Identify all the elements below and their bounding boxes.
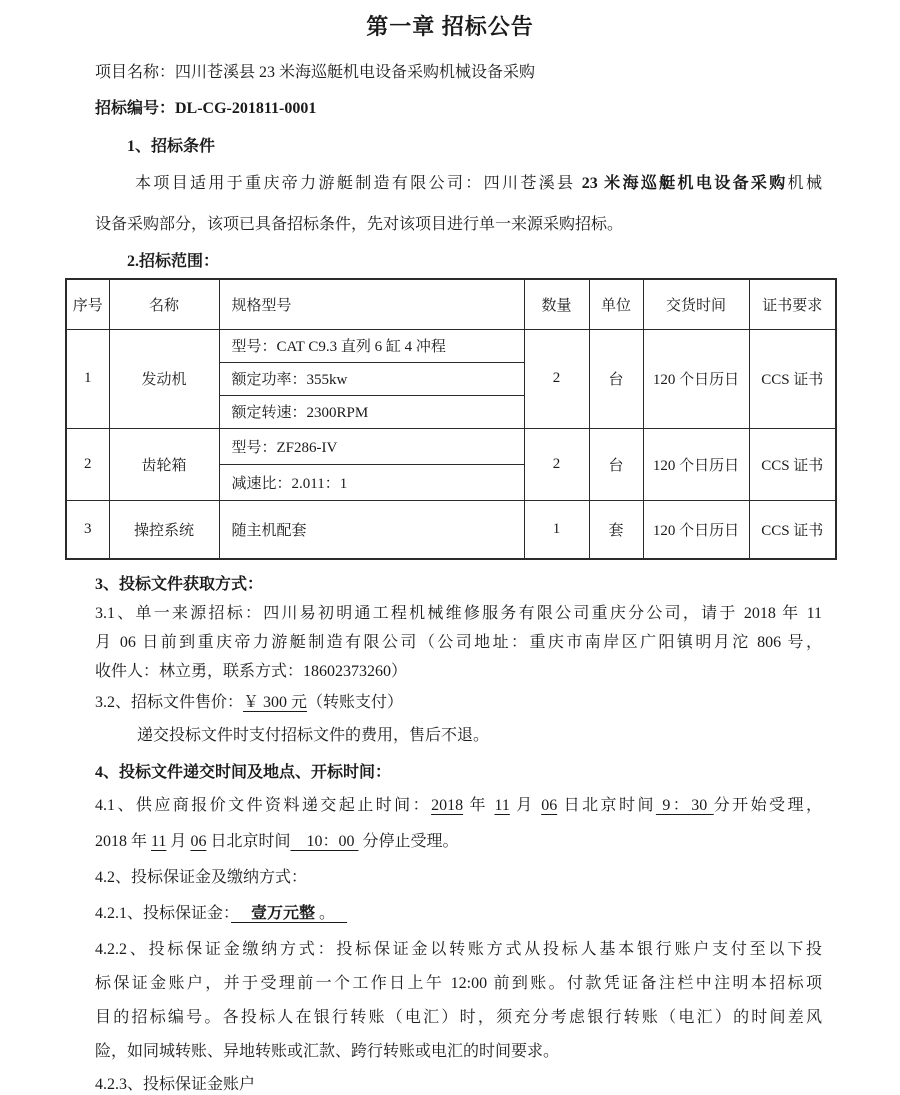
cell-row3-name: 操控系统 <box>109 500 219 559</box>
cell-row1-spec-power: 额定功率：355kw <box>219 362 524 395</box>
cell-row2-spec-model: 型号：ZF286-IV <box>219 428 524 464</box>
header-serial-no: 序号 <box>66 279 109 329</box>
text-segment: 11 <box>151 833 167 850</box>
cell-row1-cert: CCS 证书 <box>749 329 836 428</box>
text-segment: 分开始受理， <box>713 797 822 814</box>
cell-row1-spec-model: 型号：CAT C9.3 直列 6 缸 4 冲程 <box>219 329 524 362</box>
cell-row3-no: 3 <box>66 500 109 559</box>
text-segment: 23 米海巡艇机电设备采购 <box>581 175 788 192</box>
section-4-heading: 4、投标文件递交时间及地点、开标时间： <box>95 764 392 781</box>
header-unit: 单位 <box>589 279 643 329</box>
cell-row2-cert: CCS 证书 <box>749 428 836 500</box>
section-3-2-note: 递交投标文件时支付招标文件的费用，售后不退。 <box>137 727 490 744</box>
cell-row2-no: 2 <box>66 428 109 500</box>
cell-row3-unit: 套 <box>589 500 643 559</box>
cell-row3-cert: CCS 证书 <box>749 500 836 559</box>
text-segment: ￥ 300 元 <box>243 694 308 711</box>
table-row-gearbox <box>66 428 836 464</box>
cell-row2-spec-ratio: 减速比：2.011：1 <box>219 464 524 500</box>
text-segment: 分停止受理。 <box>358 833 459 850</box>
section-2-heading: 2.招标范围： <box>127 253 220 270</box>
cell-row2-delivery: 120 个日历日 <box>643 428 749 500</box>
section-4-2-3-line: 4.2.3、投标保证金账户 <box>95 1076 256 1093</box>
section-3-2-line <box>95 692 822 713</box>
text-segment: 06 <box>541 797 558 814</box>
text-segment: 月 <box>166 833 191 850</box>
text-segment: 年 <box>463 797 495 814</box>
text-segment: 本项目适用于重庆帝力游艇制造有限公司：四川苍溪县 <box>135 175 582 192</box>
text-segment <box>327 905 347 922</box>
table-row-engine <box>66 329 836 362</box>
text-segment: 11 <box>494 797 510 814</box>
cell-row1-no: 1 <box>66 329 109 428</box>
text-segment: 月 <box>509 797 542 814</box>
text-segment: 壹万元整 <box>251 905 316 922</box>
cell-row3-qty: 1 <box>524 500 589 559</box>
section-4-2-1-line <box>95 903 822 924</box>
text-segment: 日北京时间 <box>557 797 656 814</box>
text-segment: 设备采购部分，该项已具备招标条件，先对该项目进行单一来源采购招标。 <box>95 216 624 233</box>
text-segment: 日北京时间 <box>206 833 291 850</box>
section-4-2-2-line-2: 标保证金账户，并于受理前一个工作日上午 12:00 前到账。付款凭证备注栏中注明本招标项 <box>95 975 822 992</box>
section-4-1-line-2 <box>95 831 822 852</box>
cell-row2-name: 齿轮箱 <box>109 428 219 500</box>
tender-scope-table <box>65 278 837 560</box>
section-1-paragraph-line-1 <box>95 173 822 194</box>
text-segment: 4.1、供应商报价文件资料递交起止时间： <box>95 797 432 814</box>
document-body <box>72 62 824 1095</box>
cell-row2-unit: 台 <box>589 428 643 500</box>
section-4-2-2-line-4: 险，如同城转账、异地转账或汇款、跨行转账或电汇的时间要求。 <box>95 1043 560 1060</box>
section-1-paragraph-line-2 <box>95 214 822 235</box>
section-3-1-line-2: 月 06 日前到重庆帝力游艇制造有限公司（公司地址：重庆市南岸区广阳镇明月沱 806 号， <box>95 634 822 651</box>
text-segment: 10：00 <box>290 833 359 850</box>
header-certificate: 证书要求 <box>749 279 836 329</box>
section-4-2-2-line-1: 4.2.2、投标保证金缴纳方式：投标保证金以转账方式从投标人基本银行账户支付至以下投 <box>95 941 822 958</box>
header-delivery-time: 交货时间 <box>643 279 749 329</box>
section-3-1-line-1: 3.1、单一来源招标：四川易初明通工程机械维修服务有限公司重庆分公司，请于 2018 年 11 <box>95 605 822 622</box>
header-spec-model: 规格型号 <box>219 279 524 329</box>
cell-row3-spec: 随主机配套 <box>219 500 524 559</box>
text-segment: 9：30 <box>655 797 714 814</box>
text-segment: （转账支付） <box>307 694 404 711</box>
cell-row1-spec-rpm: 额定转速：2300RPM <box>219 395 524 428</box>
text-segment: 2018 年 <box>95 833 152 850</box>
page-title: 第一章 招标公告 <box>366 14 534 39</box>
cell-row3-delivery: 120 个日历日 <box>643 500 749 559</box>
header-name: 名称 <box>109 279 219 329</box>
project-name-line: 项目名称：四川苍溪县 23 米海巡艇机电设备采购机械设备采购 <box>95 64 536 81</box>
table-header-row <box>66 279 836 329</box>
text-segment: 2018 <box>431 797 464 814</box>
text-segment: 。 <box>315 905 328 922</box>
cell-row1-delivery: 120 个日历日 <box>643 329 749 428</box>
text-segment: 06 <box>190 833 207 850</box>
section-4-1-line-1 <box>95 795 822 816</box>
cell-row1-unit: 台 <box>589 329 643 428</box>
header-quantity: 数量 <box>524 279 589 329</box>
cell-row1-qty: 2 <box>524 329 589 428</box>
section-4-2-heading: 4.2、投标保证金及缴纳方式： <box>95 869 308 886</box>
text-segment <box>231 905 251 922</box>
tender-number-line: 招标编号：DL-CG-201811-0001 <box>95 100 317 117</box>
text-segment: 3.2、招标文件售价： <box>95 694 244 711</box>
table-row-control-system <box>66 500 836 559</box>
text-segment: 机械 <box>787 175 822 192</box>
section-3-1-line-3: 收件人：林立勇，联系方式：18602373260） <box>95 663 408 680</box>
section-1-heading: 1、招标条件 <box>127 138 216 155</box>
cell-row2-qty: 2 <box>524 428 589 500</box>
section-4-2-2-line-3: 目的招标编号。各投标人在银行转账（电汇）时，须充分考虑银行转账（电汇）的时间差风 <box>95 1009 822 1026</box>
text-segment: 4.2.1、投标保证金： <box>95 905 232 922</box>
section-3-heading: 3、投标文件获取方式： <box>95 576 264 593</box>
cell-row1-name: 发动机 <box>109 329 219 428</box>
